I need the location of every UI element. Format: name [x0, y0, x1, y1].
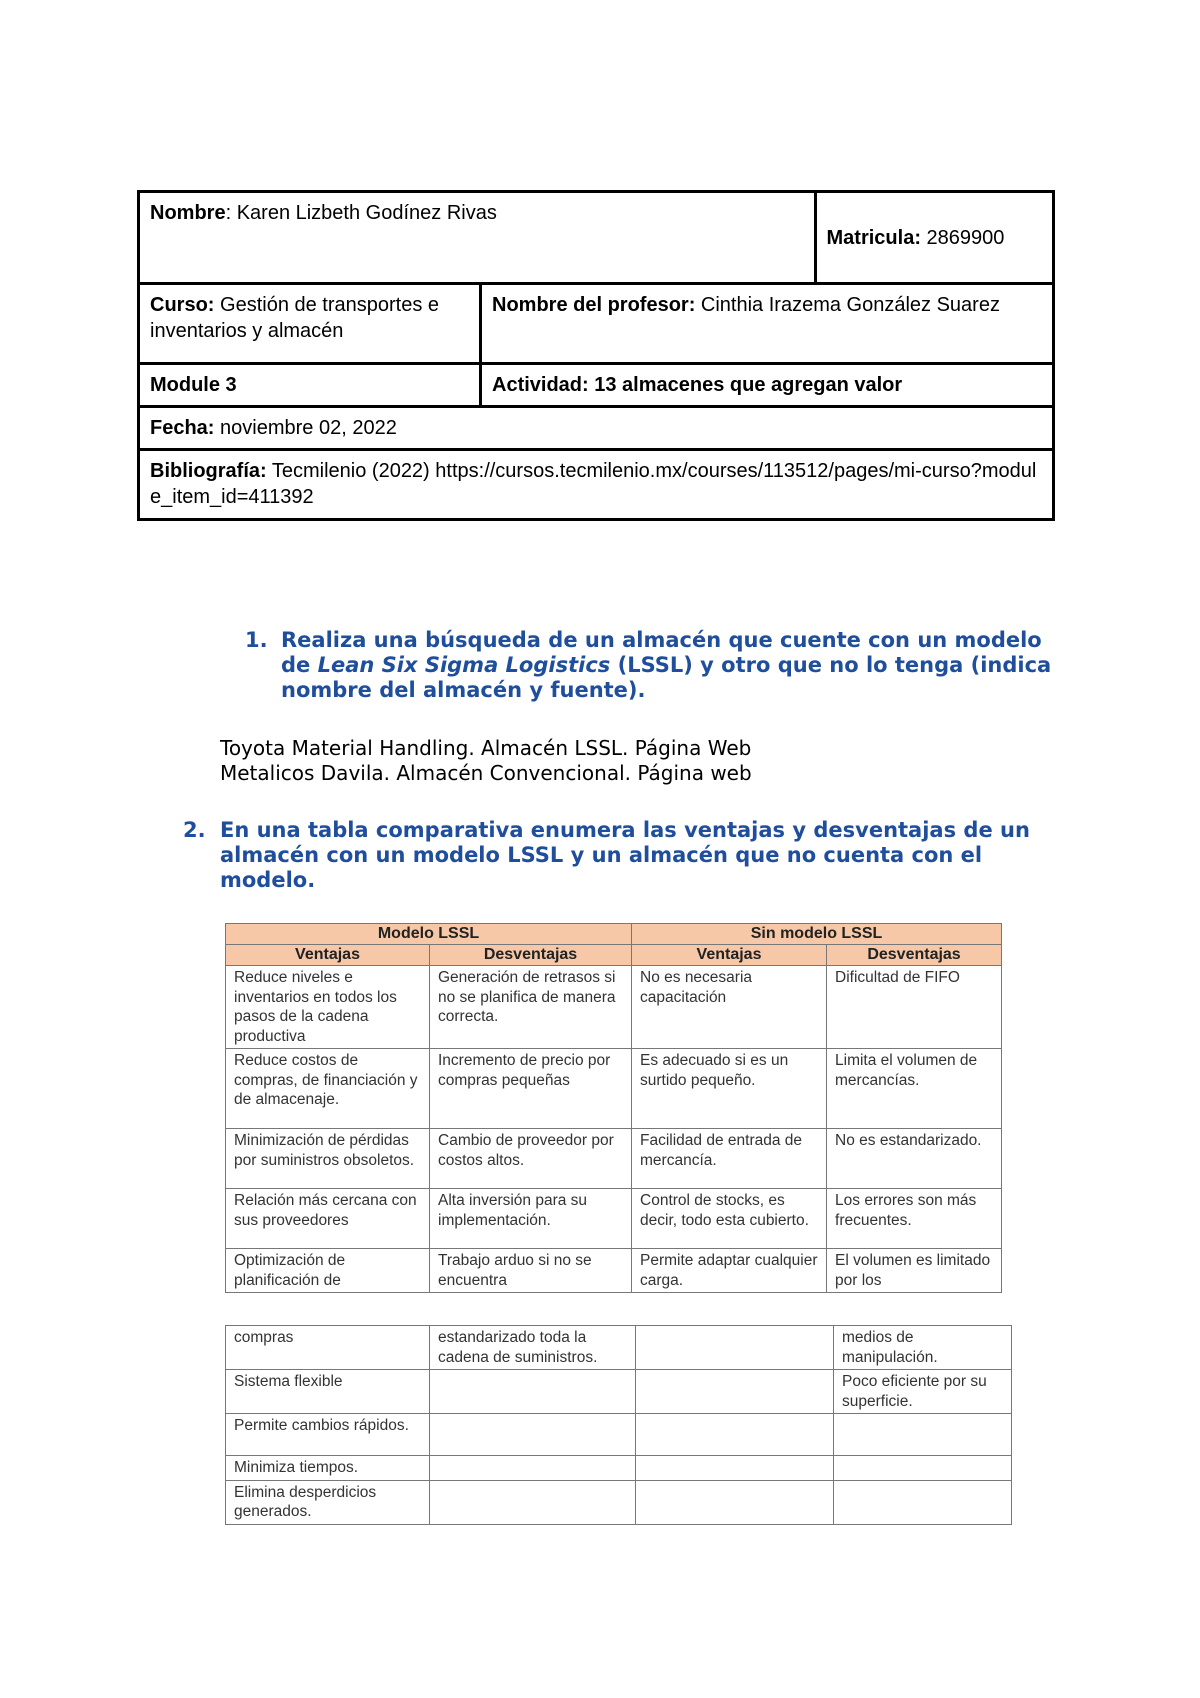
table-row [226, 1189, 1002, 1249]
table-cell: Incremento de precio por compras pequeñas [430, 1049, 632, 1129]
group-header-modelo-lssl: Modelo LSSL [226, 924, 632, 945]
table-cell: Minimización de pérdidas por suministros obsoletos. [226, 1129, 430, 1189]
table-cell: Trabajo arduo si no se encuentra [438, 1252, 592, 1289]
table-row [226, 1414, 1012, 1456]
table-cell: Permite cambios rápidos. [226, 1414, 430, 1456]
profesor-cell [481, 284, 1054, 364]
table-row [226, 1326, 1012, 1370]
comparison-table-part-1 [225, 923, 1002, 1293]
answer-1-line-1: Toyota Material Handling. Almacén LSSL. Página Web [220, 736, 752, 760]
table-cell: Reduce costos de compras, de financiación y de almacenaje. [226, 1049, 430, 1129]
table-cell [834, 1414, 1012, 1456]
table-row [226, 966, 1002, 1049]
profesor-value: Cinthia Irazema González Suarez [695, 294, 1000, 316]
table-cell: Es adecuado si es un surtido pequeño. [632, 1049, 827, 1129]
bibliografia-value: Tecmilenio (2022) https://cursos.tecmilenio.mx/courses/113512/pages/mi-curso?module_item_id=411392 [150, 460, 1037, 508]
nombre-value: : Karen Lizbeth Godínez Rivas [225, 202, 497, 224]
table-cell: Limita el volumen de mercancías. [827, 1049, 1002, 1129]
group-header-sin-modelo-lssl: Sin modelo LSSL [632, 924, 1002, 945]
table-cell [430, 1456, 636, 1481]
question-2-line-1: En una tabla comparativa enumera las ventajas y desventajas de un [220, 818, 1030, 842]
table-cell: Control de stocks, es decir, todo esta cubierto. [632, 1189, 827, 1249]
fecha-label: Fecha: [150, 417, 215, 439]
table-cell: estandarizado toda la cadena de suministros. [430, 1326, 636, 1370]
table-cell: Reduce niveles e inventarios en todos los pasos de la cadena productiva [226, 966, 430, 1049]
table-cell [636, 1480, 834, 1524]
fecha-cell [139, 407, 1054, 450]
table-cell: Sistema flexible [226, 1370, 430, 1414]
table-cell: Poco eficiente por su superficie. [834, 1370, 1012, 1414]
table-cell: No es estandarizado. [827, 1129, 1002, 1189]
table-cell: Permite adaptar cualquier carga. [640, 1252, 818, 1289]
table-cell: Minimiza tiempos. [226, 1456, 430, 1481]
matricula-cell [815, 192, 1053, 284]
table-cell [834, 1456, 1012, 1481]
table-row [226, 1480, 1012, 1524]
question-2-number: 2. [183, 818, 206, 842]
table-cell: Cambio de proveedor por costos altos. [430, 1129, 632, 1189]
col-header-desventajas: Desventajas [430, 945, 632, 966]
header-info-table [137, 190, 1055, 521]
table-cell: No es necesaria capacitación [632, 966, 827, 1049]
question-2-text [220, 818, 1030, 893]
question-1 [245, 628, 1105, 708]
curso-cell [139, 284, 481, 364]
question-1-text [281, 628, 1051, 703]
table-cell: medios de manipulación. [834, 1326, 1012, 1370]
col-header-ventajas: Ventajas [632, 945, 827, 966]
table-cell [636, 1326, 834, 1370]
question-2 [183, 818, 1083, 898]
curso-label: Curso: [150, 294, 215, 316]
table-cell [834, 1480, 1012, 1524]
table-cell [636, 1370, 834, 1414]
table-cell: Optimización de planificación de [234, 1252, 346, 1289]
comparison-table-part-2 [225, 1325, 1012, 1525]
question-2-line-3: modelo. [220, 868, 316, 892]
profesor-label: Nombre del profesor: [492, 294, 696, 316]
table-cell: Elimina desperdicios generados. [226, 1480, 430, 1524]
table-cell [430, 1480, 636, 1524]
table-cell [430, 1370, 636, 1414]
table-cell: Los errores son más frecuentes. [827, 1189, 1002, 1249]
table-cell [430, 1414, 636, 1456]
matricula-label: Matricula: [826, 226, 921, 249]
question-1-line-2: de Lean Six Sigma Logistics (LSSL) y otro que no lo tenga (indica [281, 653, 1052, 677]
bibliografia-cell [139, 450, 1054, 520]
bibliografia-label: Bibliografía: [150, 460, 267, 482]
curso-value: Gestión de transportes e inventarios y almacén [150, 294, 440, 342]
table-row [226, 1049, 1002, 1129]
question-1-number: 1. [245, 628, 268, 652]
actividad-label: Actividad: 13 almacenes que agregan valor [492, 374, 903, 396]
table-row [226, 1370, 1012, 1414]
nombre-cell [139, 192, 816, 284]
module-cell [139, 364, 481, 407]
table-row [226, 1129, 1002, 1189]
table-row [226, 1456, 1012, 1481]
table-cell: compras [226, 1326, 430, 1370]
col-header-ventajas: Ventajas [226, 945, 430, 966]
lean-six-sigma-term: Lean Six Sigma Logistics [317, 653, 611, 677]
answer-1-line-2: Metalicos Davila. Almacén Convencional. Página web [220, 761, 752, 785]
table-cell [636, 1414, 834, 1456]
module-label: Module 3 [150, 374, 237, 396]
table-cell: Generación de retrasos si no se planifica de manera correcta. [430, 966, 632, 1049]
actividad-cell [481, 364, 1054, 407]
col-header-desventajas: Desventajas [827, 945, 1002, 966]
table-cell [636, 1456, 834, 1481]
table-cell: Relación más cercana con sus proveedores [226, 1189, 430, 1249]
table-cell: Alta inversión para su implementación. [430, 1189, 632, 1249]
table-cell: Facilidad de entrada de mercancía. [632, 1129, 827, 1189]
table-cell: El volumen es limitado por los [835, 1252, 991, 1289]
table-row [226, 1249, 1002, 1293]
nombre-label: Nombre [150, 202, 226, 224]
question-1-line-1: Realiza una búsqueda de un almacén que cuente con un modelo [281, 628, 1042, 652]
question-2-line-2: almacén con un modelo LSSL y un almacén que no cuenta con el [220, 843, 983, 867]
matricula-value: 2869900 [920, 226, 1005, 249]
question-1-line-3: nombre del almacén y fuente). [281, 678, 646, 702]
fecha-value: noviembre 02, 2022 [214, 417, 397, 439]
table-cell: Dificultad de FIFO [827, 966, 1002, 1049]
